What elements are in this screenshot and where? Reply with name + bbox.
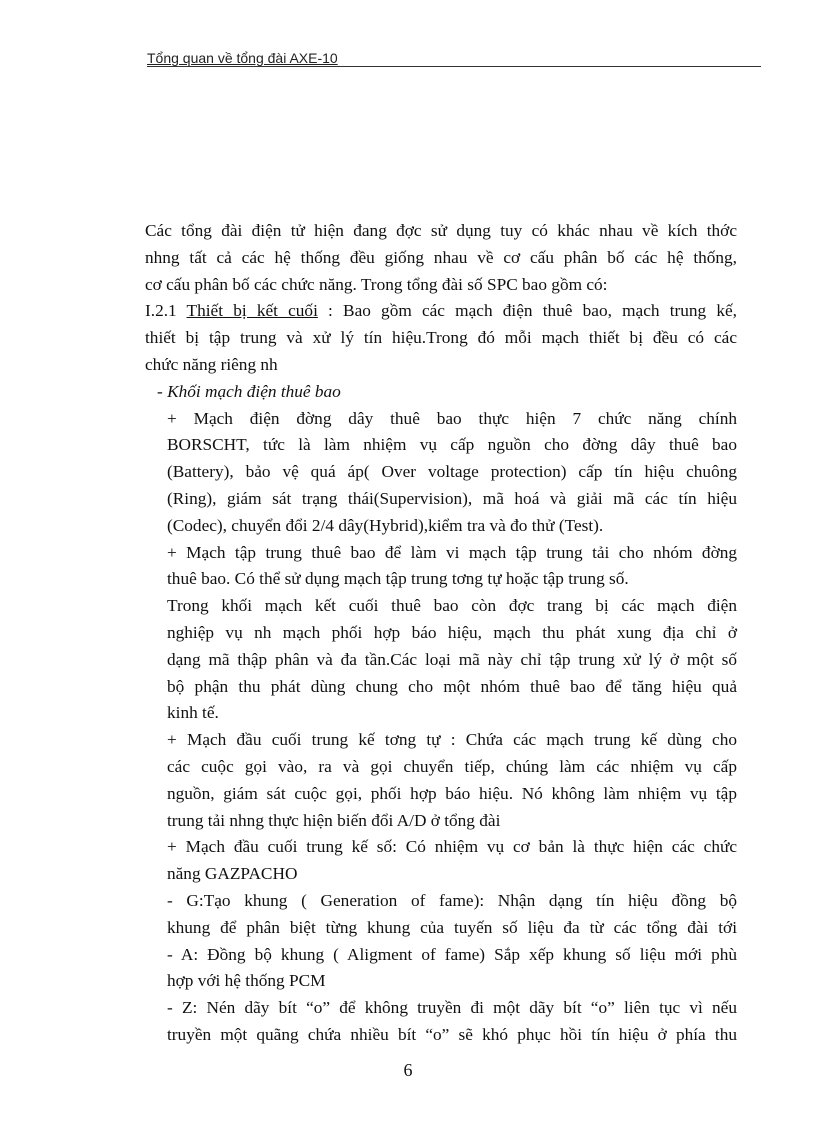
text-line: - G:Tạo khung ( Generation of fame): Nhận dạng tín hiệu đồng bộ xyxy=(167,890,737,910)
section-heading-line xyxy=(145,298,737,325)
text-line: (Codec), chuyển đổi 2/4 dây(Hybrid),kiểm tra và đo thử (Test). xyxy=(167,515,604,535)
text-line: chức năng riêng nh xyxy=(145,354,278,374)
text-line: bộ phận thu phát dùng chung cho một nhóm thuê bao để tăng hiệu quả xyxy=(167,676,737,696)
text-line: BORSCHT, tức là làm nhiệm vụ cấp nguồn cho đờng dây thuê bao xyxy=(167,435,737,455)
text-line: khung để phân biệt từng khung của tuyến số liệu đa từ các tổng đài tới xyxy=(167,917,737,937)
section-number: I.2.1 xyxy=(145,301,187,321)
text-line: thiết bị tập trung và xử lý tín hiệu.Trong đó mỗi mạch thiết bị đều có các xyxy=(145,328,737,348)
text-line: - A: Đồng bộ khung ( Aligment of fame) Sắp xếp khung số liệu mới phù xyxy=(167,944,737,964)
text-line: (Ring), giám sát trạng thái(Supervision), mã hoá và giải mã các tín hiệu xyxy=(167,488,737,508)
body-text xyxy=(145,218,737,1049)
text-line: Các tổng đài điện tử hiện đang đợc sử dụng tuy có khác nhau về kích thớc xyxy=(145,221,737,240)
text-line: + Mạch điện đờng dây thuê bao thực hiện 7 chức năng chính xyxy=(167,408,737,428)
text-line: nhng tất cả các hệ thống đều giống nhau về cơ cấu phân bố các hệ thống, xyxy=(145,247,737,267)
text-line: nguồn, giám sát cuộc gọi, phối hợp báo hiệu. Nó không làm nhiệm vụ tập xyxy=(167,783,737,803)
text-line: thuê bao. Có thể sử dụng mạch tập trung tơng tự hoặc tập trung số. xyxy=(167,569,629,589)
text-line: + Mạch đầu cuối trung kế tơng tự : Chứa các mạch trung kế dùng cho xyxy=(167,730,737,750)
page-header xyxy=(147,50,761,67)
text-line: (Battery), bảo vệ quá áp( Over voltage protection) cấp tín hiệu chuông xyxy=(167,462,737,482)
section-intro: : Bao gồm các mạch điện thuê bao, mạch trung kế, xyxy=(317,301,737,321)
text-line: nghiệp vụ nh mạch phối hợp báo hiệu, mạch thu phát xung địa chỉ ở xyxy=(167,622,737,642)
text-line: + Mạch tập trung thuê bao để làm vi mạch tập trung tải cho nhóm đờng xyxy=(167,542,737,562)
text-line: kinh tế. xyxy=(167,703,219,723)
header-title: Tổng quan về tổng đài AXE-10 xyxy=(147,50,338,66)
text-line: Trong khối mạch kết cuối thuê bao còn đợc trang bị các mạch điện xyxy=(167,596,737,616)
text-line: - Z: Nén dãy bít “o” để không truyền đi một dãy bít “o” liên tục vì nếu xyxy=(167,998,737,1018)
subsection-title: - Khối mạch điện thuê bao xyxy=(157,381,341,401)
text-line: cơ cấu phân bố các chức năng. Trong tổng đài số SPC bao gồm có: xyxy=(145,274,608,294)
text-line: + Mạch đầu cuối trung kế số: Có nhiệm vụ cơ bản là thực hiện các chức xyxy=(167,837,737,857)
text-line: hợp với hệ thống PCM xyxy=(167,971,326,991)
text-line: dạng mã thập phân và đa tần.Các loại mã này chỉ tập trung xử lý ở một số xyxy=(167,649,737,669)
section-title: Thiết bị kết cuối xyxy=(186,301,318,321)
text-line: trung tải nhng thực hiện biến đổi A/D ở tổng đài xyxy=(167,810,501,830)
text-line: năng GAZPACHO xyxy=(167,864,298,884)
text-line: các cuộc gọi vào, ra và gọi chuyển tiếp, chúng làm các nhiệm vụ cấp xyxy=(167,756,737,776)
page-number: 6 xyxy=(403,1060,413,1080)
text-line: truyền một quãng chứa nhiều bít “o” sẽ khó phục hồi tín hiệu ở phía thu xyxy=(167,1024,737,1044)
